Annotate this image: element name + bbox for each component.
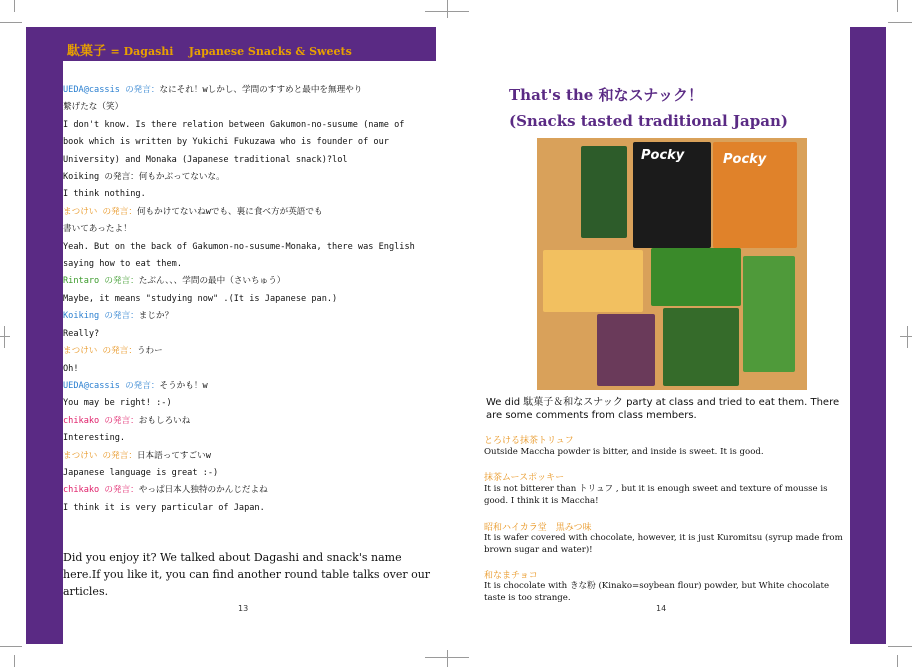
chat-text: 書いてあったよ！ [63,224,132,235]
chat-speaker: まつけい の発言： [63,206,137,217]
chat-line [63,273,433,290]
chat-line [63,82,433,99]
chat-line [63,448,433,465]
chat-text: Interesting. [63,433,126,444]
chat-text: You may be right! :-) [63,398,172,409]
chat-text: Japanese language is great :-) [63,467,219,478]
chat-line [63,413,433,430]
comment-title: 昭和ハイカラ堂 黒みつ味 [484,523,592,533]
chat-line [63,326,433,343]
crop-mark [0,336,10,337]
chat-line [63,378,433,395]
chat-line [63,500,433,517]
wanama-choco-box [543,250,643,312]
crop-mark [0,22,22,23]
chat-text: 日本語ってすごいw [136,450,211,461]
chat-text: Oh! [63,363,79,374]
chat-speaker: UEDA@cassis の発言： [63,85,160,95]
chat-line [63,465,433,482]
crop-mark [447,0,448,18]
closing-paragraph: Did you enjoy it? We talked about Dagashi and snack's name here.If you like it, you can find another round table talks over our articles. [63,551,431,598]
chat-line [63,152,433,169]
crop-mark [447,650,448,667]
chat-speaker: まつけい の発言： [63,346,137,357]
right-title-line2: (Snacks tasted traditional Japan) [509,112,788,130]
chat-line [63,361,433,378]
chat-line [63,482,433,499]
comment-body: Outside Maccha powder is bitter, and inside is sweet. It is good. [484,447,764,457]
showa-haikara-box [597,314,655,386]
chat-line [63,308,433,325]
chat-line [63,117,433,134]
comment-body: It is wafer covered with chocolate, however, it is just Kuromitsu (syrup made from brown sugar and water)! [484,533,843,555]
chat-text: Koiking の発言：何もかぶってないな。 [63,172,225,183]
chat-line [63,430,433,447]
chat-line [63,395,433,412]
header-kanji: 駄菓子 [67,44,107,59]
right-purple-bar [850,27,886,644]
chat-line [63,204,433,221]
chat-line [63,343,433,360]
left-purple-bar [26,27,63,644]
chat-speaker: UEDA@cassis の発言： [63,380,160,391]
crop-mark [897,0,898,12]
chat-line [63,186,433,203]
crop-mark [425,657,469,658]
chat-text: なにそれ！wしかし、学問のすすめと最中を無理やり [159,85,363,95]
chat-text: Yeah. But on the back of Gakumon-no-susume-Monaka, there was English [63,241,415,252]
crop-mark [0,646,22,647]
chat-text: Maybe, it means "studying now" .(It is Japanese pan.) [63,293,338,304]
crop-mark [907,326,908,348]
chat-text: saying how to eat them. [63,259,182,270]
chat-speaker: Rintaro の発言： [63,276,139,287]
snacks-photo [537,138,807,390]
comment-title: とろける抹茶トリュフ [484,436,574,446]
chat-text: I don't know. Is there relation between Gakumon-no-susume (name of [63,119,405,130]
pocky-label: Pocky [641,148,685,163]
kitkat-box [663,308,739,386]
chat-line [63,99,433,116]
chat-line [63,221,433,238]
crop-mark [897,655,898,667]
chat-speaker: chikako の発言： [63,485,139,496]
comment-body: It is not bitterer than トリュフ , but it is enough sweet and texture of mousse is good. I think it is Maccha! [484,484,828,506]
chat-text: おもしろいね [138,415,191,426]
crop-mark [888,22,912,23]
chat-speaker: Koiking の発言： [63,311,139,322]
chat-line [63,134,433,151]
chat-text: 何もかけてないねwでも、裏に食べ方が英語でも [136,206,323,217]
matcha-box [581,146,627,238]
right-title-line1: That's the 和なスナック！ [509,86,703,104]
chat-log [63,82,433,517]
chat-text: I think nothing. [63,189,146,200]
comment-title: 和なまチョコ [484,571,538,581]
page-header [67,40,352,59]
crop-mark [4,326,5,348]
chat-text: まじか？ [138,311,174,322]
page-number-left: 13 [238,604,249,613]
chat-text: うわー [136,346,163,357]
crop-mark [14,0,15,12]
chat-text: そうかも！w [159,380,208,391]
comment-title: 抹茶ムースポッキー [484,473,565,483]
chat-text: I think it is very particular of Japan. [63,502,265,513]
chat-text: book which is written by Yukichi Fukuzawa who is founder of our [63,137,389,148]
chat-text: Really? [63,328,100,339]
comment-body: It is chocolate with きな粉 (Kinako=soybean flour) powder, but White chocolate taste is too strange. [484,581,830,603]
header-title: = Dagashi Japanese Snacks & Sweets [110,45,352,58]
chat-text: 繋げたな（笑） [63,102,124,113]
crop-mark [14,655,15,667]
crop-mark [425,11,469,12]
chat-line [63,256,433,273]
chat-text: やっぱ日本人独特のかんじだよね [138,485,268,496]
chat-line [63,239,433,256]
chat-speaker: chikako の発言： [63,415,139,426]
pocky-matcha-box [743,256,795,372]
intro-text: We did 駄菓子＆和なスナック party at class and tried to eat them. There are some comments from class members. [486,397,840,421]
chat-text: University) and Monaka (Japanese traditional snack)?lol [63,154,348,165]
chat-speaker: まつけい の発言： [63,450,137,461]
crop-mark [900,336,912,337]
pocky-label: Pocky [723,152,767,167]
crop-mark [888,646,912,647]
truffle-box [651,248,741,306]
chat-line [63,291,433,308]
chat-line [63,169,433,186]
page-number-right: 14 [656,604,667,613]
chat-text: たぶん、、、学問の最中（さいちゅう） [138,276,286,287]
